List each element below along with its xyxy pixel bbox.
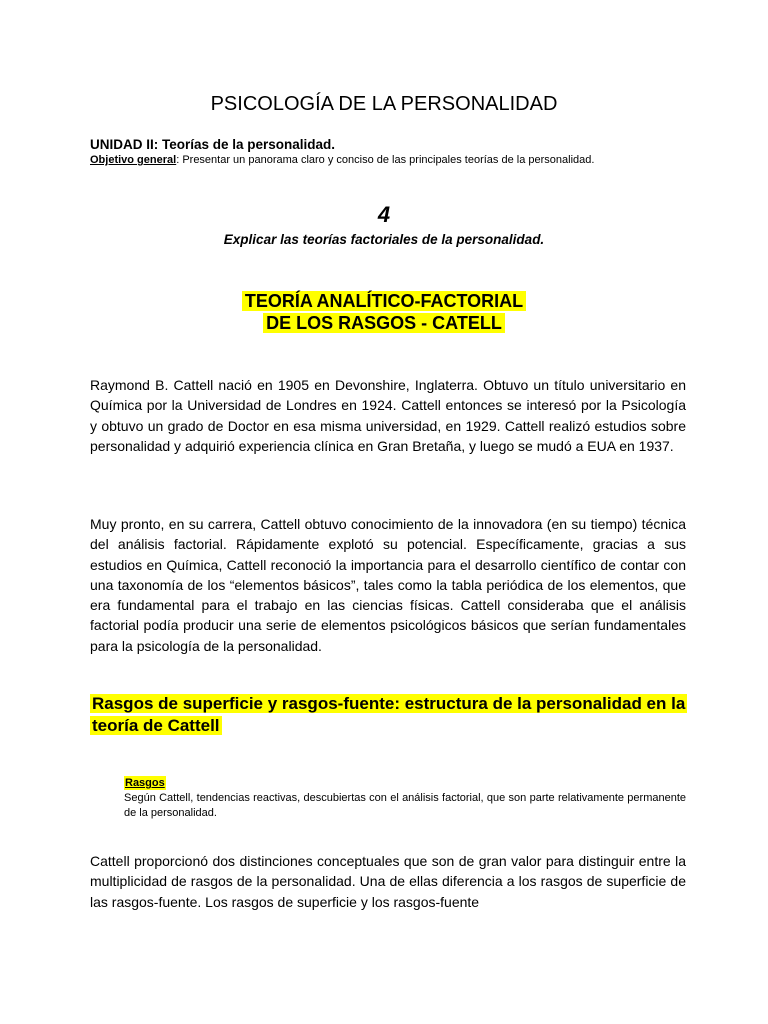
general-objective-text: : Presentar un panorama claro y conciso de las principales teorías de la personalidad. xyxy=(176,154,595,166)
definition-text: Según Cattell, tendencias reactivas, descubiertas con el análisis factorial, que son parte relativamente permanente de la personalidad. xyxy=(124,792,686,819)
section-heading xyxy=(90,693,690,737)
definition-box xyxy=(124,773,686,821)
paragraph-distinctions: Cattell proporcionó dos distinciones conceptuales que son de gran valor para distinguir entre la multiplicidad de rasgos de la personalidad. Una de ellas diferencia a los rasgos de superficie de las rasgos-fuente. Los rasgos de superficie y los rasgos-fuente xyxy=(90,853,686,910)
specific-objective: Explicar las teorías factoriales de la personalidad. xyxy=(223,232,545,247)
objective-number: 4 xyxy=(377,202,391,227)
document-title: PSICOLOGÍA DE LA PERSONALIDAD xyxy=(210,93,558,115)
general-objective xyxy=(90,153,594,167)
definition-term: Rasgos xyxy=(125,777,165,789)
section-heading-text: Rasgos de superficie y rasgos-fuente: estructura de la personalidad en la teoría de Cattell xyxy=(92,694,686,735)
paragraph-factor-analysis: Muy pronto, en su carrera, Cattell obtuvo conocimiento de la innovadora (en su tiempo) técnica del análisis factorial. Rápidamente explotó su potencial. Específicamente, gracias a sus estudios en Química, Cattell reconoció la importancia para el desarrollo científico de contar con una taxonomía de los “elementos básicos”, tales como la tabla periódica de los elementos, que era fundamental para el trabajo en las ciencias físicas. Cattell consideraba que el análisis factorial podía producir una serie de elementos psicológicos básicos que serían fundamentales para la psicología de la personalidad. xyxy=(90,516,686,654)
unit-heading: UNIDAD II: Teorías de la personalidad. xyxy=(90,137,336,152)
theory-heading-line-2: DE LOS RASGOS - CATELL xyxy=(263,313,505,333)
paragraph-biography: Raymond B. Cattell nació en 1905 en Devonshire, Inglaterra. Obtuvo un título universitario en Química por la Universidad de Londres en 1924. Cattell entonces se interesó por la Psicología y obtuvo un grado de Doctor en esa misma universidad, en 1929. Cattell realizó estudios sobre personalidad y adquirió experiencia clínica en Gran Bretaña, y luego se mudó a EUA en 1937. xyxy=(90,377,686,454)
general-objective-label: Objetivo general xyxy=(90,154,177,166)
theory-heading xyxy=(0,290,768,334)
theory-heading-line-1: TEORÍA ANALÍTICO-FACTORIAL xyxy=(242,291,526,311)
